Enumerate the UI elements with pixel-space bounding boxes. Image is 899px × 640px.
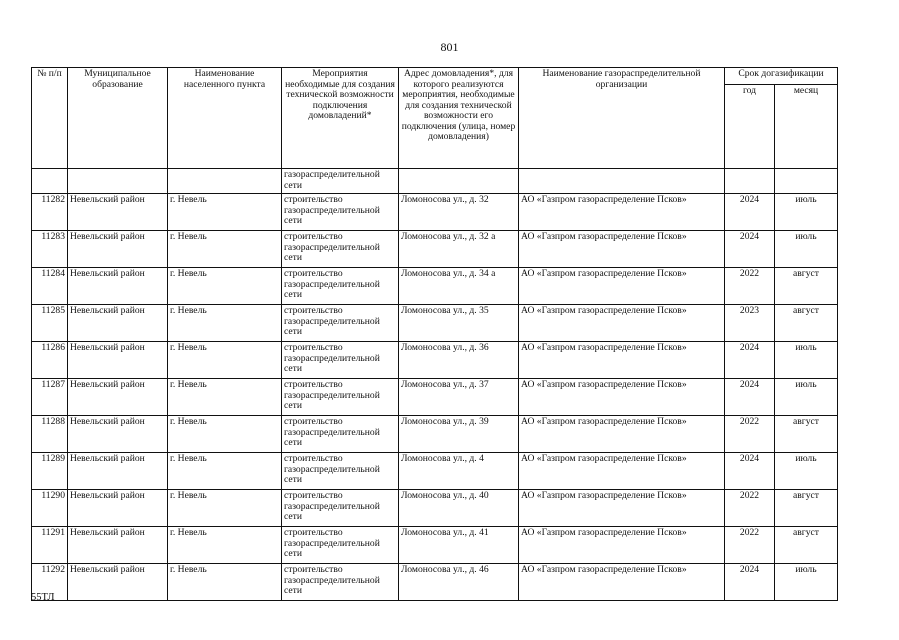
- row-number: 11292: [32, 564, 68, 601]
- row-municipality: Невельский район: [68, 342, 168, 379]
- row-year: 2022: [725, 268, 775, 305]
- table-row: [32, 527, 838, 564]
- row-year: 2024: [725, 564, 775, 601]
- row-org: АО «Газпром газораспределение Псков»: [519, 268, 725, 305]
- row-measure: строительство газораспределительной сети: [282, 564, 399, 601]
- row-address: Ломоносова ул., д. 34 а: [399, 268, 519, 305]
- row-number: 11286: [32, 342, 68, 379]
- row-number: 11283: [32, 231, 68, 268]
- row-org: АО «Газпром газораспределение Псков»: [519, 194, 725, 231]
- row-number: 11290: [32, 490, 68, 527]
- row-municipality: Невельский район: [68, 564, 168, 601]
- row-year: 2023: [725, 305, 775, 342]
- table-row: [32, 564, 838, 601]
- row-settlement: г. Невель: [168, 564, 282, 601]
- row-address: Ломоносова ул., д. 32 а: [399, 231, 519, 268]
- row-address: Ломоносова ул., д. 32: [399, 194, 519, 231]
- table-row: [32, 379, 838, 416]
- table-body: [32, 169, 838, 601]
- row-number: 11285: [32, 305, 68, 342]
- header-month: месяц: [775, 85, 838, 169]
- table-row: [32, 268, 838, 305]
- row-year: 2022: [725, 416, 775, 453]
- row-month: август: [775, 305, 838, 342]
- header-term: Срок догазификации: [725, 68, 838, 85]
- row-number: 11282: [32, 194, 68, 231]
- row-month: июль: [775, 453, 838, 490]
- row-measure: строительство газораспределительной сети: [282, 231, 399, 268]
- row-month: июль: [775, 379, 838, 416]
- row-measure: строительство газораспределительной сети: [282, 453, 399, 490]
- row-month: июль: [775, 564, 838, 601]
- row-measure: строительство газораспределительной сети: [282, 268, 399, 305]
- row-measure: строительство газораспределительной сети: [282, 490, 399, 527]
- row-municipality: Невельский район: [68, 194, 168, 231]
- table-row: [32, 490, 838, 527]
- row-settlement: г. Невель: [168, 453, 282, 490]
- row-municipality: Невельский район: [68, 305, 168, 342]
- row-number: 11287: [32, 379, 68, 416]
- row-org: АО «Газпром газораспределение Псков»: [519, 416, 725, 453]
- header-num: № п/п: [32, 68, 68, 169]
- row-org: АО «Газпром газораспределение Псков»: [519, 342, 725, 379]
- header-address: Адрес домовладения*, для которого реализуются мероприятия, необходимые для создания технической возможности его подключения (улица, номер домовладения): [399, 68, 519, 169]
- row-measure: строительство газораспределительной сети: [282, 416, 399, 453]
- table-row: [32, 194, 838, 231]
- row-address: Ломоносова ул., д. 39: [399, 416, 519, 453]
- row-municipality: Невельский район: [68, 268, 168, 305]
- row-settlement: г. Невель: [168, 305, 282, 342]
- row-municipality: Невельский район: [68, 490, 168, 527]
- table-row: [32, 453, 838, 490]
- row-number: 11291: [32, 527, 68, 564]
- row-measure: строительство газораспределительной сети: [282, 305, 399, 342]
- row-org: АО «Газпром газораспределение Псков»: [519, 564, 725, 601]
- row-month: июль: [775, 231, 838, 268]
- table-row: [32, 305, 838, 342]
- row-month: август: [775, 527, 838, 564]
- row-org: АО «Газпром газораспределение Псков»: [519, 379, 725, 416]
- row-municipality: Невельский район: [68, 231, 168, 268]
- row-municipality: Невельский район: [68, 527, 168, 564]
- row-year: 2022: [725, 527, 775, 564]
- table-row: [32, 231, 838, 268]
- row-measure: строительство газораспределительной сети: [282, 379, 399, 416]
- header-municipality: Муниципальное образование: [68, 68, 168, 169]
- table-row: [32, 416, 838, 453]
- row-municipality: Невельский район: [68, 453, 168, 490]
- row-settlement: г. Невель: [168, 416, 282, 453]
- row-month: август: [775, 268, 838, 305]
- row-settlement: г. Невель: [168, 490, 282, 527]
- row-settlement: г. Невель: [168, 231, 282, 268]
- row-month: август: [775, 490, 838, 527]
- row-month: июль: [775, 194, 838, 231]
- row-year: 2024: [725, 342, 775, 379]
- row-year: 2022: [725, 490, 775, 527]
- row-org: АО «Газпром газораспределение Псков»: [519, 305, 725, 342]
- row-org: АО «Газпром газораспределение Псков»: [519, 527, 725, 564]
- continuation-row: [32, 169, 838, 194]
- row-measure: строительство газораспределительной сети: [282, 527, 399, 564]
- row-address: Ломоносова ул., д. 40: [399, 490, 519, 527]
- row-month: июль: [775, 342, 838, 379]
- row-address: Ломоносова ул., д. 41: [399, 527, 519, 564]
- header-year: год: [725, 85, 775, 169]
- page-number: 801: [440, 40, 459, 54]
- row-month: август: [775, 416, 838, 453]
- footer-code: 55ТЛ: [31, 592, 55, 603]
- gasification-table: [31, 67, 838, 601]
- row-measure: строительство газораспределительной сети: [282, 342, 399, 379]
- row-address: Ломоносова ул., д. 37: [399, 379, 519, 416]
- row-settlement: г. Невель: [168, 194, 282, 231]
- row-number: 11288: [32, 416, 68, 453]
- row-municipality: Невельский район: [68, 416, 168, 453]
- table-row: [32, 342, 838, 379]
- row-municipality: Невельский район: [68, 379, 168, 416]
- continuation-measure: газораспределительной сети: [282, 169, 399, 194]
- row-number: 11284: [32, 268, 68, 305]
- row-address: Ломоносова ул., д. 4: [399, 453, 519, 490]
- row-year: 2024: [725, 379, 775, 416]
- row-address: Ломоносова ул., д. 46: [399, 564, 519, 601]
- row-address: Ломоносова ул., д. 35: [399, 305, 519, 342]
- row-year: 2024: [725, 231, 775, 268]
- row-settlement: г. Невель: [168, 268, 282, 305]
- header-measures: Мероприятия необходимые для создания технической возможности подключения домовладений*: [282, 68, 399, 169]
- row-measure: строительство газораспределительной сети: [282, 194, 399, 231]
- row-settlement: г. Невель: [168, 527, 282, 564]
- row-year: 2024: [725, 453, 775, 490]
- row-org: АО «Газпром газораспределение Псков»: [519, 490, 725, 527]
- row-org: АО «Газпром газораспределение Псков»: [519, 453, 725, 490]
- row-settlement: г. Невель: [168, 379, 282, 416]
- header-org: Наименование газораспределительной организации: [519, 68, 725, 169]
- row-number: 11289: [32, 453, 68, 490]
- row-org: АО «Газпром газораспределение Псков»: [519, 231, 725, 268]
- header-settlement: Наименование населенного пункта: [168, 68, 282, 169]
- row-year: 2024: [725, 194, 775, 231]
- row-address: Ломоносова ул., д. 36: [399, 342, 519, 379]
- row-settlement: г. Невель: [168, 342, 282, 379]
